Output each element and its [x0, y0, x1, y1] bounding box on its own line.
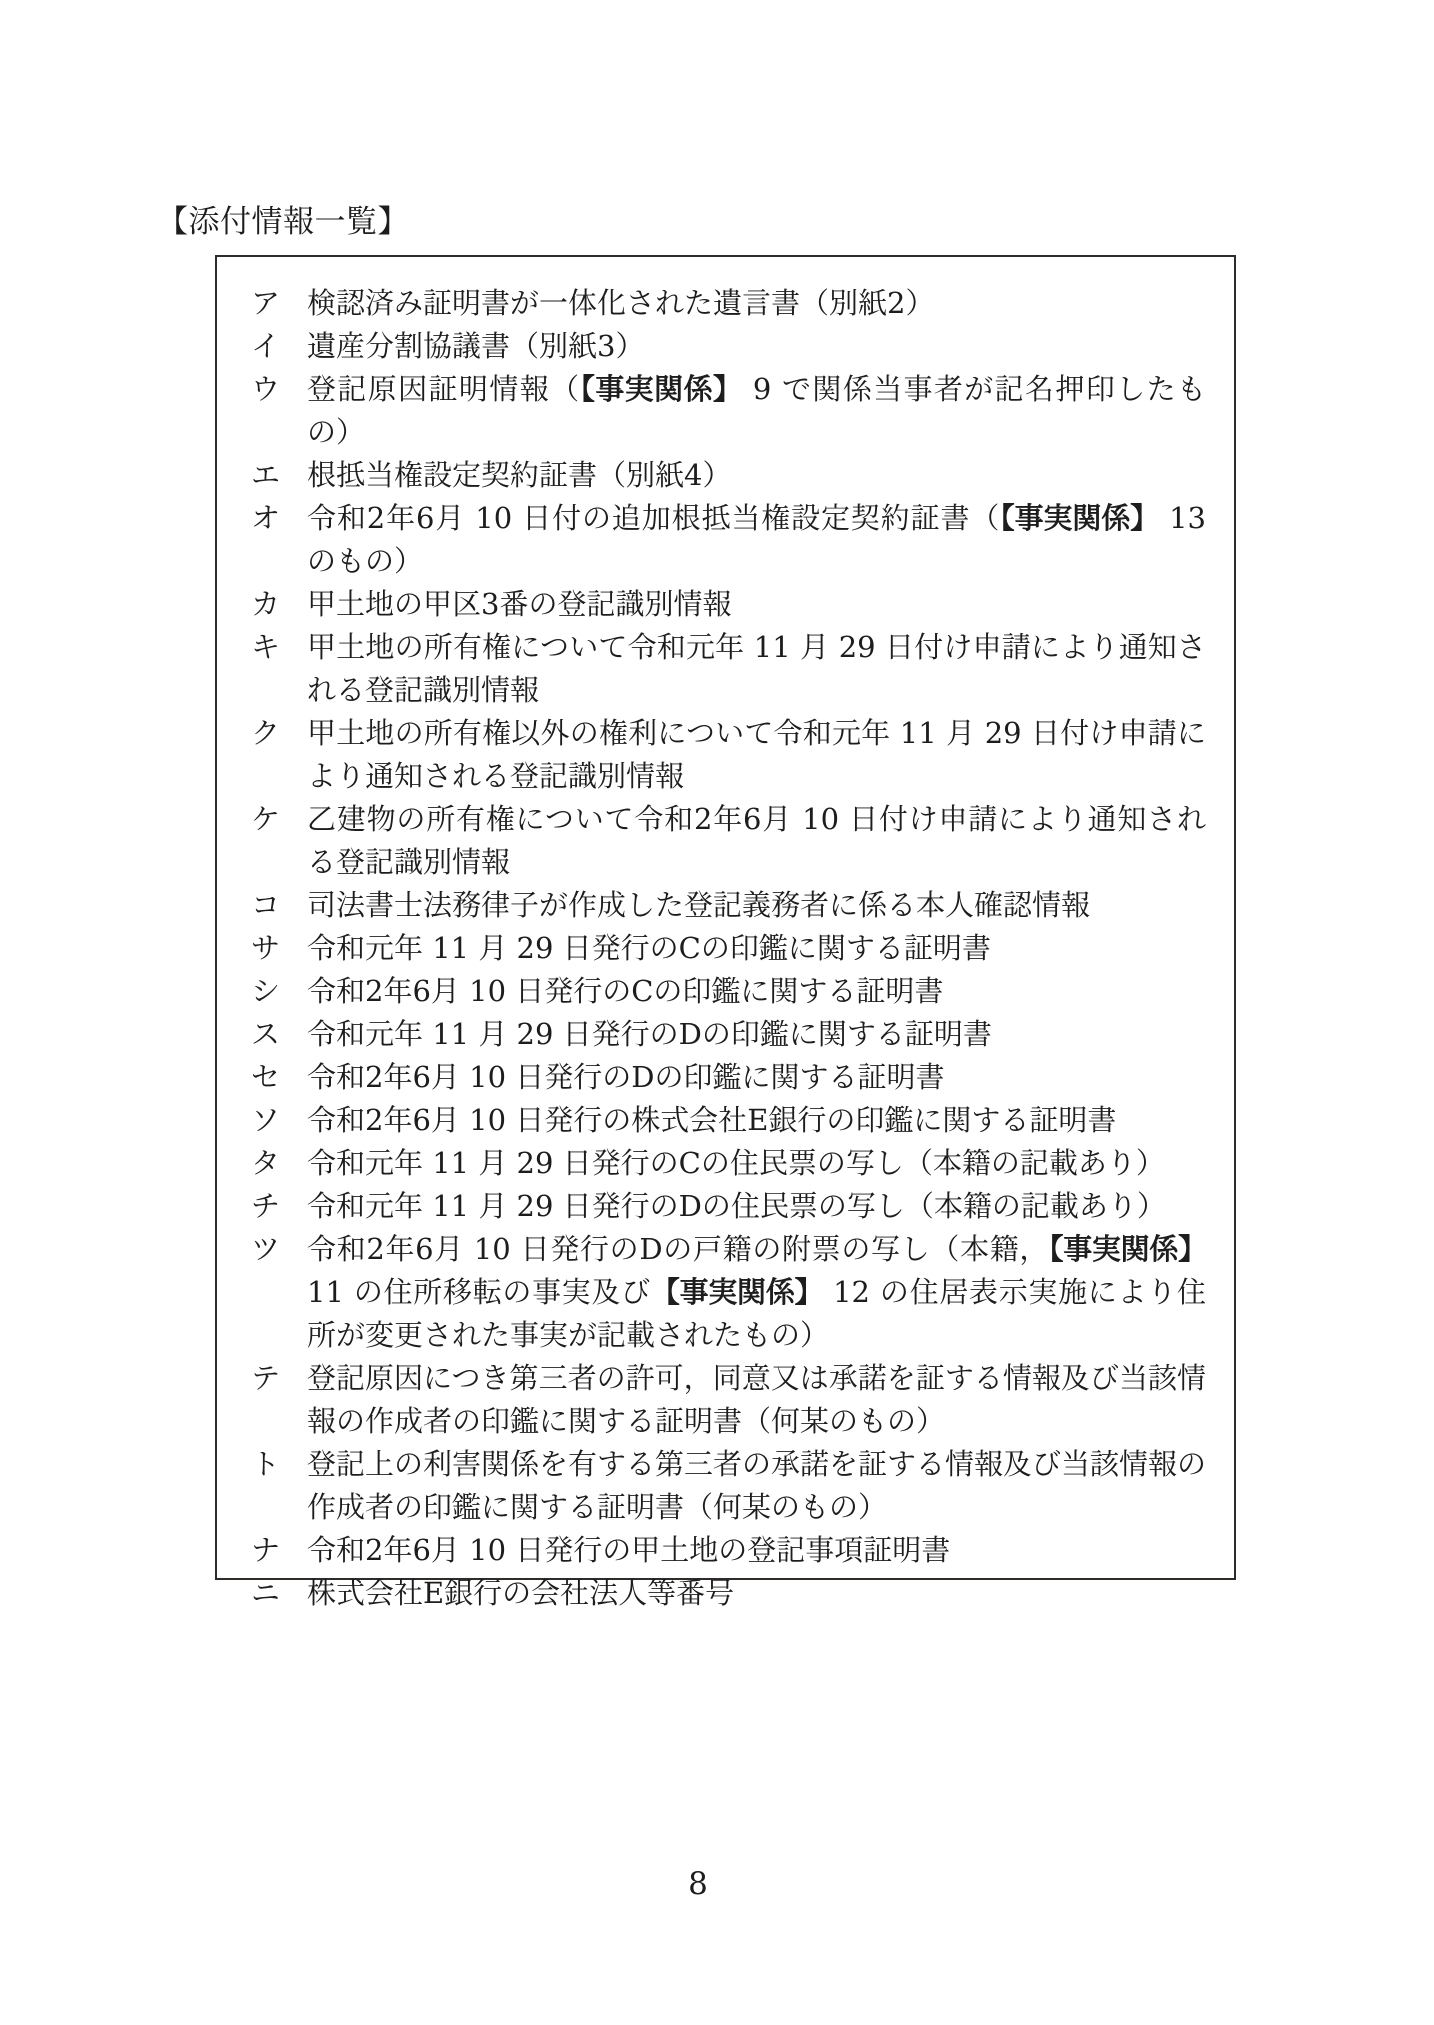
item-text-segment: 令和元年 11 月 29 日発行のCの住民票の写し（本籍の記載あり） [307, 1146, 1165, 1180]
page-title: 【添付情報一覧】 [157, 204, 409, 240]
item-label: タ [251, 1146, 281, 1180]
item-text-segment: 9 で関係当事者が記名押印したもの） [307, 372, 1206, 449]
item-label: チ [251, 1189, 281, 1223]
item-text-segment: 甲土地の所有権以外の権利について令和元年 11 月 29 日付け申請により通知される登記識別情報 [307, 716, 1206, 793]
list-item [251, 927, 1206, 970]
item-label: テ [251, 1361, 281, 1395]
list-item [251, 368, 1206, 454]
item-text-segment: 検認済み証明書が一体化された遺言書（別紙2） [307, 286, 935, 320]
item-text-segment: 13 のもの） [307, 501, 1206, 578]
list-item [251, 712, 1206, 798]
list-item [251, 1056, 1206, 1099]
item-text [307, 970, 1206, 1013]
list-item [251, 626, 1206, 712]
item-text-segment: 令和2年6月 10 日発行のCの印鑑に関する証明書 [307, 974, 944, 1008]
list-item [251, 970, 1206, 1013]
item-text [307, 1013, 1206, 1056]
item-text [307, 712, 1206, 798]
item-text [307, 1529, 1206, 1572]
page-number: 8 [688, 1866, 708, 1902]
item-text-segment: 乙建物の所有権について令和2年6月 10 日付け申請により通知される登記識別情報 [307, 802, 1206, 879]
item-label: キ [251, 630, 281, 664]
item-label: ニ [251, 1576, 281, 1610]
list-item [251, 583, 1206, 626]
item-text-segment: 12 の住居表示実施により住所が変更された事実が記載されたもの） [307, 1275, 1206, 1352]
item-label: カ [251, 587, 281, 621]
item-text-segment: 令和2年6月 10 日付の追加根抵当権設定契約証書（ [307, 501, 1001, 535]
list-item [251, 1228, 1206, 1357]
item-text [307, 583, 1206, 626]
item-label: セ [251, 1060, 281, 1094]
list-item [251, 325, 1206, 368]
list-item [251, 1529, 1206, 1572]
item-text-segment: 遺産分割協議書（別紙3） [307, 329, 645, 363]
item-text [307, 1572, 1206, 1615]
item-label: ア [251, 286, 281, 320]
list-item [251, 1099, 1206, 1142]
attachment-list [251, 282, 1206, 1615]
item-text-segment: 11 の住所移転の事実及び [307, 1275, 651, 1309]
item-text-segment: 根抵当権設定契約証書（別紙4） [307, 458, 732, 492]
item-text [307, 282, 1206, 325]
item-label: ト [251, 1447, 281, 1481]
item-text-segment: 登記原因につき第三者の許可，同意又は承諾を証する情報及び当該情報の作成者の印鑑に関する証明書（何某のもの） [307, 1361, 1206, 1438]
item-label: エ [251, 458, 281, 492]
attachment-list-box [215, 255, 1236, 1610]
item-text-emphasis: 【事実関係】 [1000, 501, 1159, 535]
item-text [307, 1228, 1206, 1357]
item-text-segment: 令和2年6月 10 日発行のDの印鑑に関する証明書 [307, 1060, 945, 1094]
item-text [307, 1443, 1206, 1529]
item-label: ソ [251, 1103, 281, 1137]
item-text [307, 454, 1206, 497]
item-text-segment: 登記上の利害関係を有する第三者の承諾を証する情報及び当該情報の作成者の印鑑に関する証明書（何某のもの） [307, 1447, 1207, 1524]
item-text [307, 927, 1206, 970]
item-label: オ [251, 501, 281, 535]
list-item [251, 282, 1206, 325]
list-item [251, 1013, 1206, 1056]
item-label: ケ [251, 802, 281, 836]
item-label: ク [251, 716, 281, 750]
item-label: イ [251, 329, 281, 363]
item-text [307, 1357, 1206, 1443]
item-label: ツ [251, 1232, 281, 1266]
item-text-segment: 令和2年6月 10 日発行の甲土地の登記事項証明書 [307, 1533, 951, 1567]
list-item [251, 884, 1206, 927]
item-text [307, 1142, 1206, 1185]
item-text-segment: 令和元年 11 月 29 日発行のCの印鑑に関する証明書 [307, 931, 991, 965]
item-label: ス [251, 1017, 281, 1051]
list-item [251, 1443, 1206, 1529]
list-item [251, 1357, 1206, 1443]
item-text [307, 626, 1206, 712]
list-item [251, 1572, 1206, 1615]
list-item [251, 798, 1206, 884]
item-text-emphasis: 【事実関係】 [650, 1275, 824, 1309]
list-item [251, 1142, 1206, 1185]
item-text-segment: 甲土地の所有権について令和元年 11 月 29 日付け申請により通知される登記識別情報 [307, 630, 1206, 707]
item-text-segment: 登記原因証明情報（ [307, 372, 581, 406]
item-text-emphasis: 【事実関係】 [1049, 1232, 1206, 1266]
item-text [307, 1185, 1206, 1228]
list-item [251, 454, 1206, 497]
item-text [307, 497, 1206, 583]
item-text-segment: 令和2年6月 10 日発行の株式会社E銀行の印鑑に関する証明書 [307, 1103, 1117, 1137]
item-label: サ [251, 931, 281, 965]
item-text [307, 798, 1206, 884]
item-text [307, 1099, 1206, 1142]
item-text [307, 1056, 1206, 1099]
item-text-segment: 令和元年 11 月 29 日発行のDの印鑑に関する証明書 [307, 1017, 992, 1051]
item-text-segment: 司法書士法務律子が作成した登記義務者に係る本人確認情報 [307, 888, 1091, 922]
item-label: ウ [251, 372, 281, 406]
list-item [251, 1185, 1206, 1228]
item-text-segment: 甲土地の甲区3番の登記識別情報 [307, 587, 732, 621]
item-text-segment: 令和2年6月 10 日発行のDの戸籍の附票の写し（本籍， [307, 1232, 1050, 1266]
list-item [251, 497, 1206, 583]
item-text [307, 368, 1206, 454]
item-text-emphasis: 【事実関係】 [580, 372, 743, 406]
item-text [307, 884, 1206, 927]
item-label: シ [251, 974, 281, 1008]
item-text [307, 325, 1206, 368]
item-label: コ [251, 888, 281, 922]
item-label: ナ [251, 1533, 281, 1567]
item-text-segment: 株式会社E銀行の会社法人等番号 [307, 1576, 735, 1610]
item-text-segment: 令和元年 11 月 29 日発行のDの住民票の写し（本籍の記載あり） [307, 1189, 1166, 1223]
